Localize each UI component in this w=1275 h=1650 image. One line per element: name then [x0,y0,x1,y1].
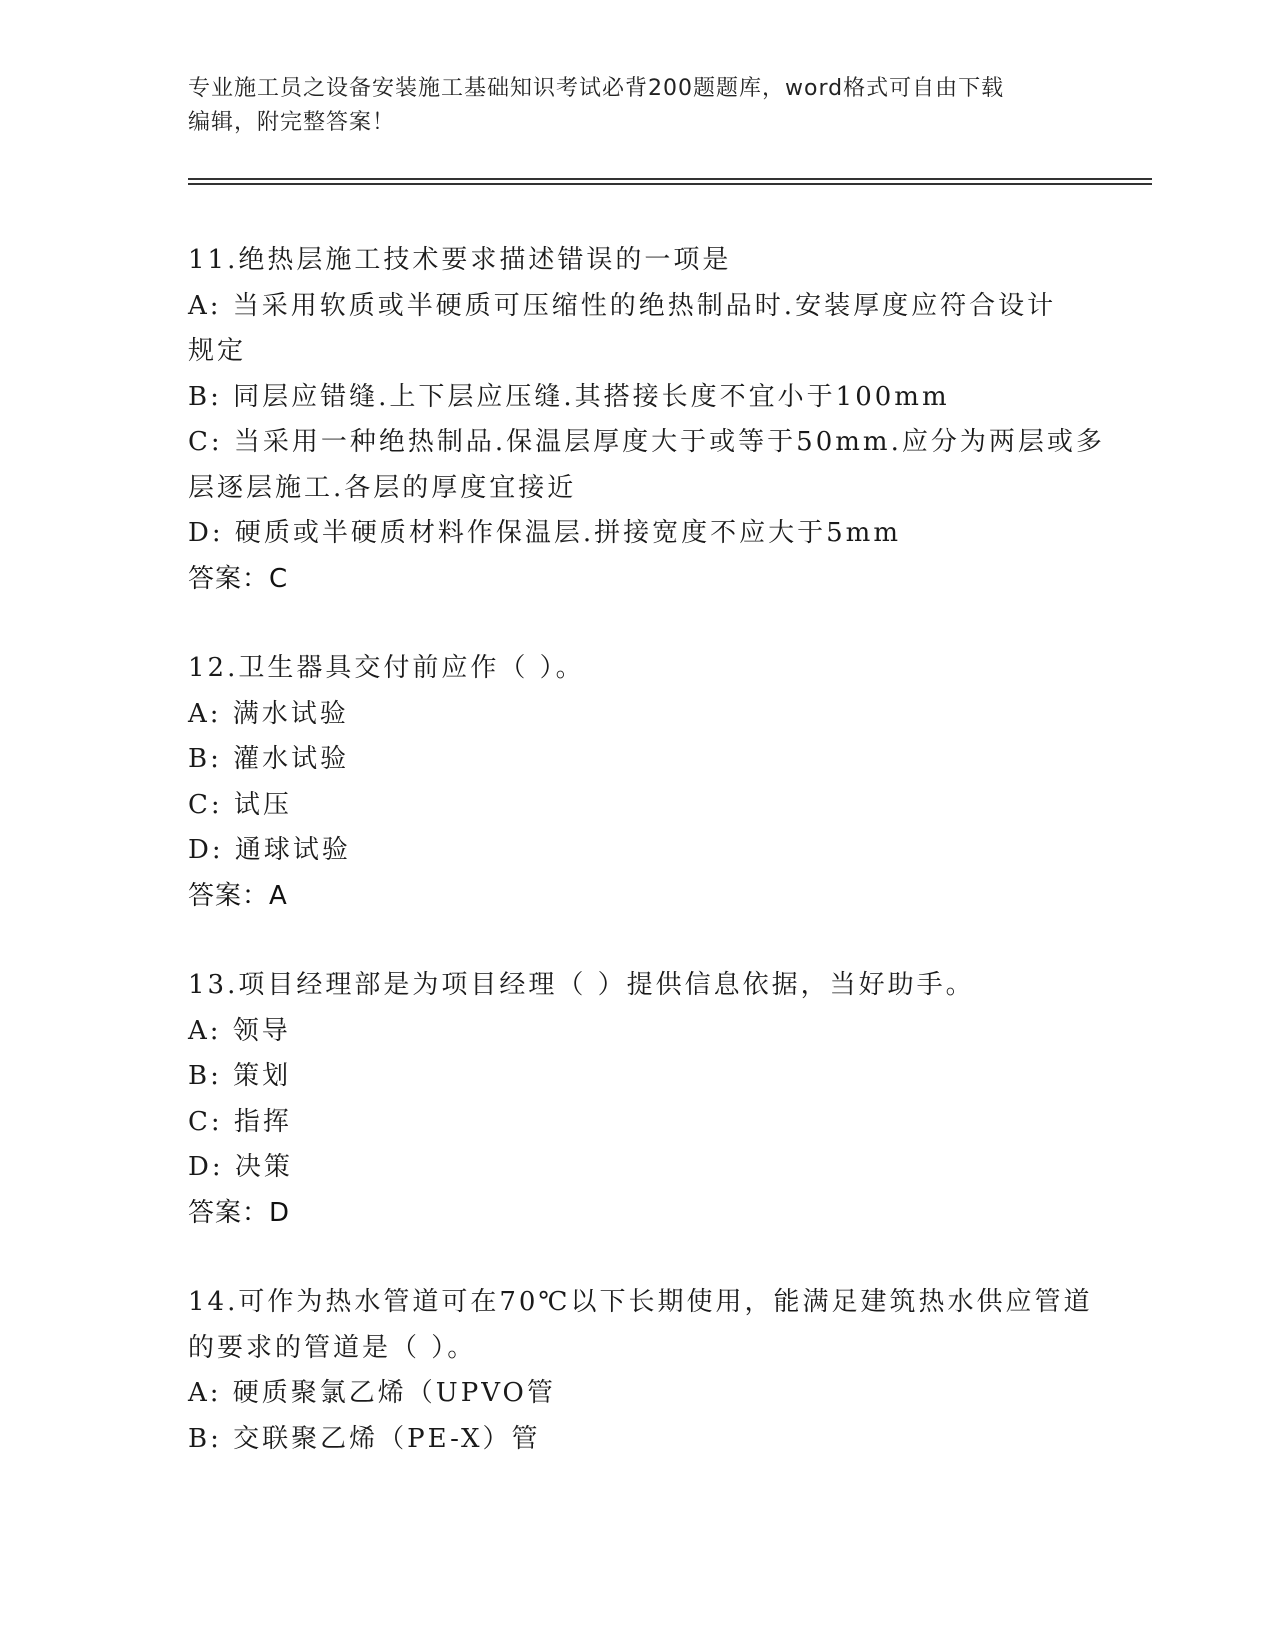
answer-label: 答案：C [188,563,289,594]
header-divider-top [188,178,1152,180]
question-13 [188,963,1088,1236]
answer-label: 答案：D [188,1197,291,1228]
header-line-2: 编辑，附完整答案！ [188,110,396,135]
option-b: B: 灌水试验 [188,744,350,774]
option-b: B: 交联聚乙烯（PE-X）管 [188,1423,541,1454]
question-11 [188,238,1105,602]
question-stem: 12.卫生器具交付前应作（ ）。 [188,653,585,683]
question-list [188,238,1105,1506]
question-12 [188,646,1088,919]
option-c-continued: 层逐层施工.各层的厚度宜接近 [188,472,577,503]
option-b: B: 同层应错缝.上下层应压缝.其搭接长度不宜小于100mm [188,381,950,412]
header-divider-bottom [188,183,1152,185]
option-a: A: 硬质聚氯乙烯（UPVO管 [188,1378,556,1408]
option-a: A: 领导 [188,1015,291,1046]
question-stem: 14.可作为热水管道可在70℃以下长期使用，能满足建筑热水供应管道 [188,1287,1093,1317]
option-a: A: 满水试验 [188,698,349,729]
question-stem-continued: 的要求的管道是（ ）。 [188,1332,477,1363]
option-c: C: 当采用一种绝热制品.保温层厚度大于或等于50mm.应分为两层或多 [188,427,1105,457]
option-a: A: 当采用软质或半硬质可压缩性的绝热制品时.安装厚度应符合设计 [188,290,1057,321]
option-d: D: 决策 [188,1152,293,1182]
option-a-continued: 规定 [188,336,247,366]
question-stem: 13.项目经理部是为项目经理（ ）提供信息依据，当好助手。 [188,970,975,1000]
question-stem: 11.绝热层施工技术要求描述错误的一项是 [188,245,732,275]
option-d: D: 通球试验 [188,835,351,865]
header-line-1: 专业施工员之设备安装施工基础知识考试必背200题题库，word格式可自由下载 [188,76,1005,101]
option-c: C: 指挥 [188,1106,292,1137]
option-b: B: 策划 [188,1061,292,1091]
question-14 [188,1280,1093,1462]
answer-label: 答案：A [188,880,288,911]
document-header [188,72,1068,140]
option-d: D: 硬质或半硬质材料作保温层.拼接宽度不应大于5mm [188,518,901,548]
option-c: C: 试压 [188,789,292,820]
